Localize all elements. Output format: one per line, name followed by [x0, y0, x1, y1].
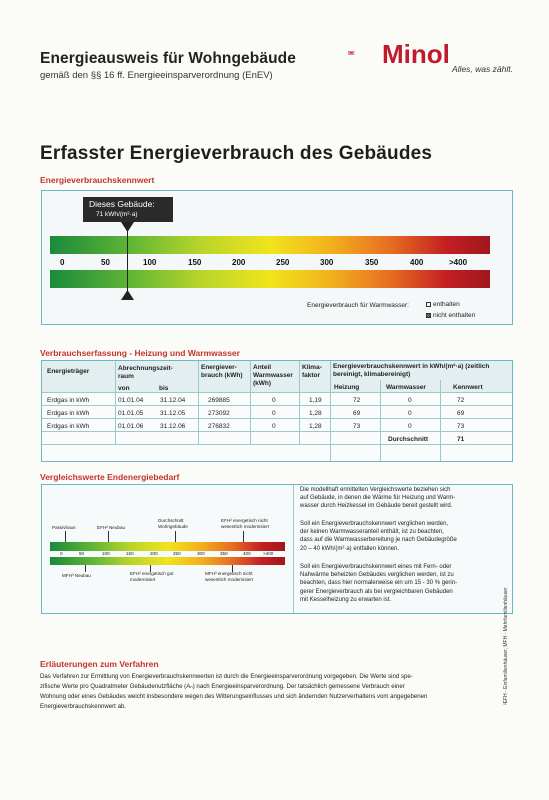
cell-carrier: Erdgas in kWh — [47, 397, 90, 404]
col-header-hot-water-share: Anteil Warmwasser (kWh) — [253, 364, 293, 387]
comparison-note-2 — [300, 520, 457, 553]
scale-label: 350 — [365, 258, 379, 267]
ref-efh-old: EFH² energetisch nicht wesentlich modernisiert — [221, 518, 269, 529]
scale-label: 100 — [143, 258, 157, 267]
cmp-scale-label: 50 — [79, 551, 85, 556]
cmp-scale-label: 250 — [173, 551, 181, 556]
scale-label: 50 — [101, 258, 110, 267]
ref-tick — [108, 531, 109, 542]
ref-tick — [85, 565, 86, 572]
scale-label: 300 — [320, 258, 334, 267]
cell-heating: 72 — [353, 397, 361, 404]
cell-heating: 69 — [353, 410, 361, 417]
cmp-scale-label: 100 — [102, 551, 110, 556]
scale-label: >400 — [449, 258, 468, 267]
cmp-scale-label: 300 — [197, 551, 205, 556]
scale-gradient-bottom — [50, 270, 490, 288]
cell-climate: 1,28 — [309, 410, 322, 417]
col-header-climate: Klima-faktor — [302, 364, 322, 379]
cell-heating: 73 — [353, 423, 361, 430]
cmp-scale-label: 0 — [60, 551, 63, 556]
cell-to: 31.12.04 — [160, 397, 186, 404]
cell-from: 01.01.04 — [118, 397, 144, 404]
cell-to: 31.12.06 — [160, 423, 186, 430]
explanation-line: Das Verfahren zur Ermittlung von Energieverbrauchskennwerten ist durch die Energieeinsparverordnung vorgegeben. Die Werte sind spe- — [40, 673, 413, 680]
col-header-warmwater: Warmwasser — [386, 384, 426, 391]
option-included — [426, 301, 460, 308]
checkbox-unchecked-icon — [426, 302, 431, 307]
option-not-included — [426, 312, 475, 319]
section-title-comparison: Vergleichswerte Endenergiebedarf — [40, 472, 180, 482]
logo-slogan: Alles, was zählt. — [452, 64, 513, 74]
note-line: 20 – 40 kWh/(m²·a) entfallen können. — [300, 545, 400, 552]
cmp-scale-label: 400 — [243, 551, 251, 556]
cell-from: 01.01.06 — [118, 423, 144, 430]
minol-logo-icon — [348, 43, 378, 63]
average-label: Durchschnitt — [388, 436, 429, 443]
cmp-scale-label: >400 — [263, 551, 274, 556]
note-line: gerer Energieverbrauch als bei vergleichbaren Gebäuden — [300, 588, 453, 595]
average-value: 71 — [457, 436, 465, 443]
note-line: Die modellhaft ermittelten Vergleichswerte beziehen sich — [300, 487, 451, 493]
note-line: wasser durch Heizkessel im Gebäude bereit gestellt wird. — [300, 503, 453, 510]
marker-arrow-down-icon — [121, 222, 134, 232]
cell-from: 01.01.05 — [118, 410, 144, 417]
col-header-from: von — [118, 385, 130, 392]
checkbox-checked-icon — [426, 313, 431, 318]
scale-label: 0 — [60, 258, 65, 267]
explanation-line: Wohnung oder eines Gebäudes weicht insbesondere wegen des Witterungseinflusses und sich ändernden Nutzerverhaltens vom angegebenen — [40, 693, 428, 700]
note-line: mit Kesselheizung zu erwarten ist. — [300, 596, 392, 603]
cell-warmwater: 0 — [408, 397, 412, 404]
divider — [42, 405, 512, 406]
note-line: der keinen Warmwasseranteil enthält, ist zu beachten, — [300, 529, 444, 536]
divider — [250, 361, 251, 444]
note-line: dass auf die Warmwasserbereitung je nach Gebäudegröße — [300, 537, 457, 544]
scale-label: 200 — [232, 258, 246, 267]
section-title-consumption: Verbrauchserfassung - Heizung und Warmwasser — [40, 348, 240, 358]
divider — [42, 444, 512, 445]
note-line: Soll ein Energieverbrauchskennwert verglichen werden, — [300, 521, 449, 527]
cell-total: 73 — [457, 423, 465, 430]
comparison-note-3 — [300, 563, 457, 604]
divider — [42, 418, 512, 419]
comparison-gradient-top — [50, 542, 285, 551]
scale-label: 250 — [276, 258, 290, 267]
note-line: auf Gebäude, in denen die Wärme für Heizung und Warm- — [300, 495, 456, 502]
ref-mfh-old: MFH³ energetisch nicht wesentlich modernisiert — [205, 571, 253, 582]
cell-total: 72 — [457, 397, 465, 404]
cell-climate: 1,19 — [309, 397, 322, 404]
cell-carrier: Erdgas in kWh — [47, 423, 90, 430]
ref-tick — [243, 531, 244, 542]
note-line: Soll ein Energieverbrauchskennwert eines mit Fern- oder — [300, 564, 452, 570]
divider — [380, 380, 381, 461]
divider — [440, 380, 441, 461]
cmp-scale-label: 150 — [126, 551, 134, 556]
comparison-gradient-bottom — [50, 557, 285, 565]
option-not-included-label: nicht enthalten — [433, 312, 476, 319]
divider — [42, 392, 512, 393]
footnote-side: ²EFH - Einfamilienhäuser, MFH - Mehrfamilienhäuser — [503, 587, 509, 705]
divider — [330, 361, 331, 461]
scale-gradient-top — [50, 236, 490, 254]
cell-share: 0 — [272, 423, 276, 430]
note-line: beachten, dass hier normalerweise ein um 15 - 30 % gerin- — [300, 580, 458, 587]
cell-total: 69 — [457, 410, 465, 417]
document-title: Energieausweis für Wohngebäude — [40, 50, 296, 67]
note-line: Nahwärme beheizten Gebäudes verglichen werden, ist zu — [300, 572, 454, 579]
divider — [293, 485, 294, 613]
cell-climate: 1,28 — [309, 423, 322, 430]
divider — [42, 431, 512, 432]
section-title-explanation: Erläuterungen zum Verfahren — [40, 659, 159, 669]
cell-share: 0 — [272, 397, 276, 404]
col-header-period: Abrechnungszeit-raum — [118, 365, 173, 380]
cell-to: 31.12.05 — [160, 410, 186, 417]
col-header-heating: Heizung — [334, 384, 360, 391]
ref-tick — [65, 531, 66, 542]
col-header-carrier: Energieträger — [47, 368, 90, 375]
ref-tick — [175, 531, 176, 542]
divider — [299, 361, 300, 444]
ref-mfh-neubau: MFH³ Neubau — [62, 573, 91, 578]
col-header-total: Kennwert — [453, 384, 483, 391]
divider — [115, 361, 116, 444]
col-header-consumption: Energiever-brauch (kWh) — [201, 364, 243, 379]
cell-carrier: Erdgas in kWh — [47, 410, 90, 417]
ref-passivhaus: Passivhaus — [52, 525, 76, 530]
logo-wordmark: Minol — [382, 39, 450, 69]
comparison-note-1 — [300, 486, 455, 511]
col-header-to: bis — [159, 385, 169, 392]
explanation-line: Energieverbrauchskennwert ab. — [40, 703, 127, 710]
cell-share: 0 — [272, 410, 276, 417]
divider — [198, 361, 199, 444]
scale-label: 400 — [410, 258, 424, 267]
document-subtitle: gemäß den §§ 16 ff. Energieeinsparverordnung (EnEV) — [40, 70, 273, 81]
building-marker-label: Dieses Gebäude: — [89, 199, 155, 209]
marker-arrow-up-icon — [121, 290, 134, 300]
cell-consumption: 273092 — [208, 410, 230, 417]
cell-warmwater: 0 — [408, 410, 412, 417]
ref-efh-modern: EFH² energetisch gut modernisiert — [130, 571, 174, 582]
cell-warmwater: 0 — [408, 423, 412, 430]
cmp-scale-label: 350 — [220, 551, 228, 556]
section-title-kennwert: Energieverbrauchskennwert — [40, 175, 155, 185]
col-header-kennwert: Energieverbrauchskennwert in kWh/(m²·a) (zeitlich bereinigt, klimabereinigt) — [333, 363, 490, 378]
option-included-label: enthalten — [433, 301, 460, 308]
page-heading: Erfasster Energieverbrauch des Gebäudes — [40, 143, 433, 164]
cell-consumption: 269885 — [208, 397, 230, 404]
building-marker-value: 71 kWh/(m²·a) — [96, 211, 138, 218]
building-marker-line — [127, 222, 128, 292]
ref-average: Durchschnitt Wohngebäude — [158, 518, 188, 529]
ref-efh-neubau: EFH² Neubau — [97, 525, 126, 530]
explanation-line: zifische Werte pro Quadratmeter Gebäudenutzfläche (Aₙ) nach Energieeinsparverordnung. Der tatsächlich gemessene Verbrauch einer — [40, 683, 405, 690]
cell-consumption: 276832 — [208, 423, 230, 430]
hot-water-label: Energieverbrauch für Warmwasser: — [307, 302, 409, 309]
scale-label: 150 — [188, 258, 202, 267]
cmp-scale-label: 200 — [150, 551, 158, 556]
